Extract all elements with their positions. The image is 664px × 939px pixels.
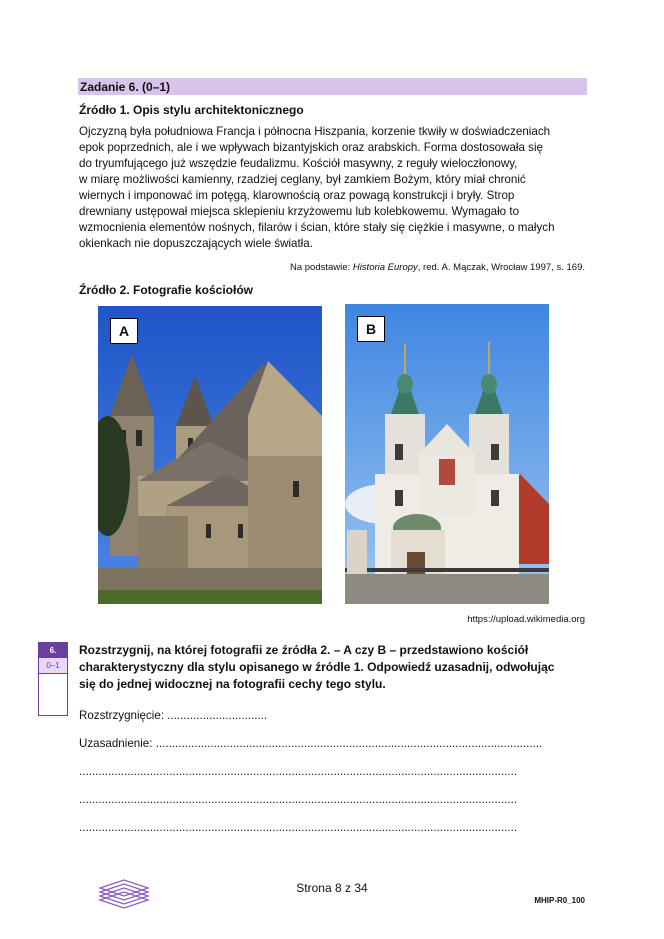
source1-text — [79, 124, 599, 252]
question-line: Rozstrzygnij, na której fotografii ze źródła 2. – A czy B – przedstawiono kościół — [79, 643, 529, 657]
task-points: 0–1 — [39, 658, 67, 674]
photo-b-label: B — [357, 316, 385, 342]
citation-prefix: Na podstawie: — [289, 262, 353, 273]
citation-suffix: , red. A. Mączak, Wrocław 1997, s. 169. — [417, 262, 585, 273]
source1-line: drewniany ustępował miejsca sklepieniu krzyżowemu lub kolebkowemu. Wymagało to — [79, 205, 520, 218]
source1-line: wzmocnienia elementów nośnych, filarów i ścian, które stały się ciężkie i masywne, o małych — [79, 221, 555, 234]
source2-heading: Źródło 2. Fotografie kościołów — [79, 283, 254, 297]
photo-a-label: A — [110, 318, 138, 344]
source1-line: w miarę możliwości kamienny, rzadziej ceglany, był zamkiem Bożym, który miał chronić — [79, 173, 526, 186]
answer-line[interactable]: ........................................................................................................................................ — [79, 821, 518, 834]
decision-field[interactable]: Rozstrzygnięcie: ............................... — [79, 709, 268, 722]
task-title: Zadanie 6. (0–1) — [80, 80, 171, 94]
exam-code: MHIP-R0_100 — [534, 896, 585, 905]
source1-line: wiernych i imponować im potęgą, klarownością oraz powagą konstrukcji i bryły. Strop — [79, 189, 515, 202]
score-box — [38, 642, 68, 716]
source1-heading: Źródło 1. Opis stylu architektonicznego — [79, 103, 304, 117]
answer-line[interactable]: ........................................................................................................................................ — [79, 793, 518, 806]
task-number: 6. — [39, 643, 67, 658]
answer-line[interactable]: ........................................................................................................................................ — [79, 765, 518, 778]
photo-a-romanesque-church — [98, 306, 322, 604]
justification-field[interactable]: Uzasadnienie: ........................................................................................................................ — [79, 737, 543, 750]
page-number: Strona 8 z 34 — [296, 881, 368, 895]
task-header-bar — [78, 78, 587, 95]
question-line: się do jednej widocznej na fotografii cechy tego stylu. — [79, 677, 386, 691]
source1-citation — [290, 262, 585, 273]
source1-line: epok poprzednich, ale i we wpływach bizantyjskich oraz arabskich. Forma dostosowała się — [79, 141, 543, 154]
question-text — [79, 642, 599, 693]
citation-title: Historia Europy — [352, 262, 418, 273]
source1-line: do tryumfującego już wszędzie feudalizmu. Kościół masywny, z reguły wieloczłonowy, — [79, 157, 518, 170]
source1-line: okienkach nie dopuszczających wiele światła. — [79, 237, 313, 250]
photo-b-baroque-church — [345, 304, 549, 604]
photo-credit: https://upload.wikimedia.org — [467, 614, 585, 625]
source1-line: Ojczyzną była południowa Francja i północna Hiszpania, korzenie tkwiły w doświadczeniach — [79, 125, 551, 138]
question-line: charakterystyczny dla stylu opisanego w źródle 1. Odpowiedź uzasadnij, odwołując — [79, 660, 555, 674]
